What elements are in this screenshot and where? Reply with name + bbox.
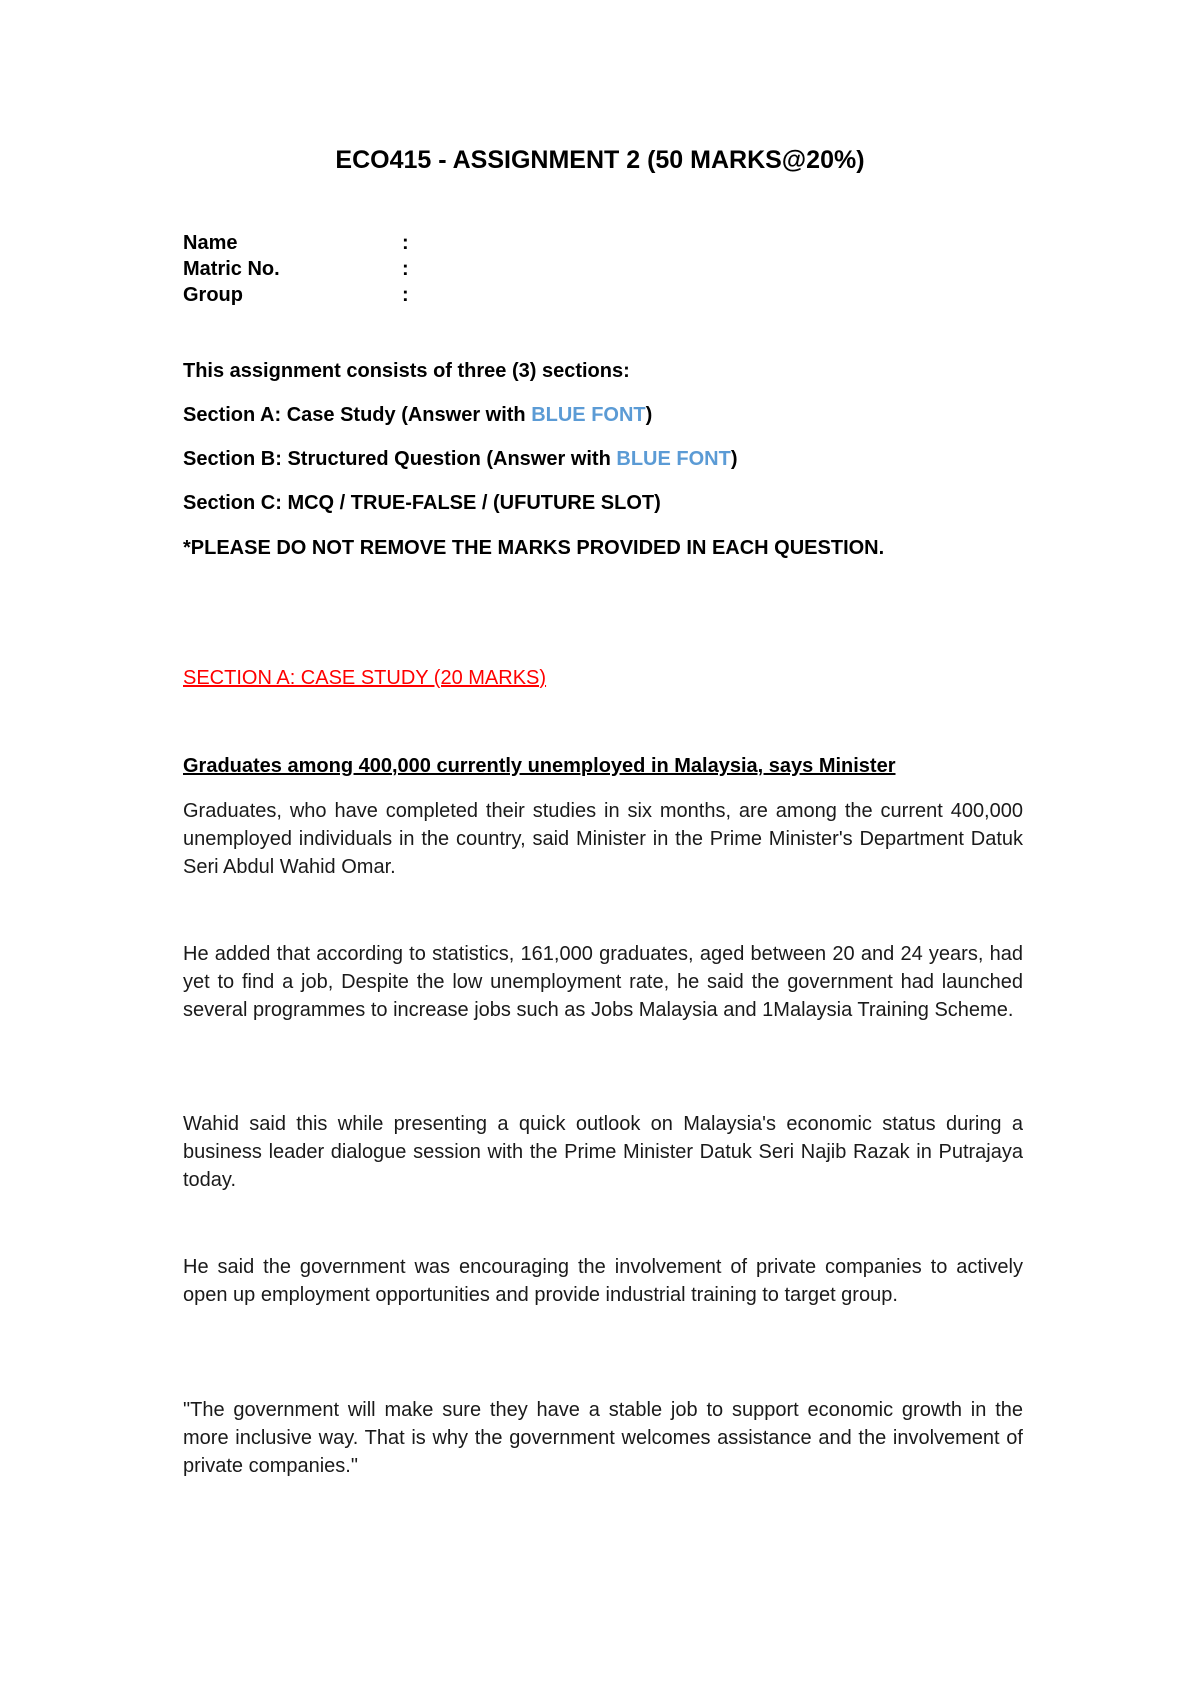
group-separator: : [402,284,409,306]
matric-separator: : [402,258,409,280]
section-b-blue-font: BLUE FONT [616,448,731,470]
group-field-row [183,282,409,308]
marks-notice: *PLEASE DO NOT REMOVE THE MARKS PROVIDED IN EACH QUESTION. [183,537,885,559]
section-b-prefix: Section B: Structured Question (Answer with [183,448,617,470]
article-paragraph-5: "The government will make sure they have a stable job to support economic growth in the more inclusive way. That is why the government welcomes assistance and the involvement of private companies." [183,1399,1023,1477]
name-field-row [183,230,409,256]
group-label: Group [183,284,243,306]
article-paragraph-2: He added that according to statistics, 161,000 graduates, aged between 20 and 24 years, had yet to find a job, Despite the low unemployment rate, he said the government had launched several programmes to increase jobs such as Jobs Malaysia and 1Malaysia Training Scheme. [183,943,1023,1021]
section-a-prefix: Section A: Case Study (Answer with [183,404,532,426]
article-paragraph-4: He said the government was encouraging the involvement of private companies to actively open up employment opportunities and provide industrial training to target group. [183,1256,1023,1306]
page-title: ECO415 - ASSIGNMENT 2 (50 MARKS@20%) [335,146,865,174]
section-a-heading: SECTION A: CASE STUDY (20 MARKS) [183,667,547,689]
section-a-suffix: ) [645,404,653,426]
section-c-prefix: Section C: MCQ / TRUE-FALSE / (UFUTURE SLOT) [183,492,661,514]
section-b-suffix: ) [730,448,738,470]
matric-label: Matric No. [183,258,280,280]
name-separator: : [402,232,409,254]
article-paragraph-3: Wahid said this while presenting a quick outlook on Malaysia's economic status during a business leader dialogue session with the Prime Minister Datuk Seri Najib Razak in Putrajaya today. [183,1113,1023,1191]
section-a-blue-font: BLUE FONT [531,404,646,426]
name-label: Name [183,232,238,254]
article-paragraph-1: Graduates, who have completed their studies in six months, are among the current 400,000 unemployed individuals in the country, said Minister in the Prime Minister's Department Datuk Seri Abdul Wahid Omar. [183,800,1023,878]
matric-field-row [183,256,409,282]
section-b-summary [183,446,737,472]
section-a-summary [183,402,652,428]
article-headline: Graduates among 400,000 currently unemployed in Malaysia, says Minister [183,755,896,777]
assignment-intro: This assignment consists of three (3) sections: [183,360,630,382]
section-c-summary [183,490,661,516]
